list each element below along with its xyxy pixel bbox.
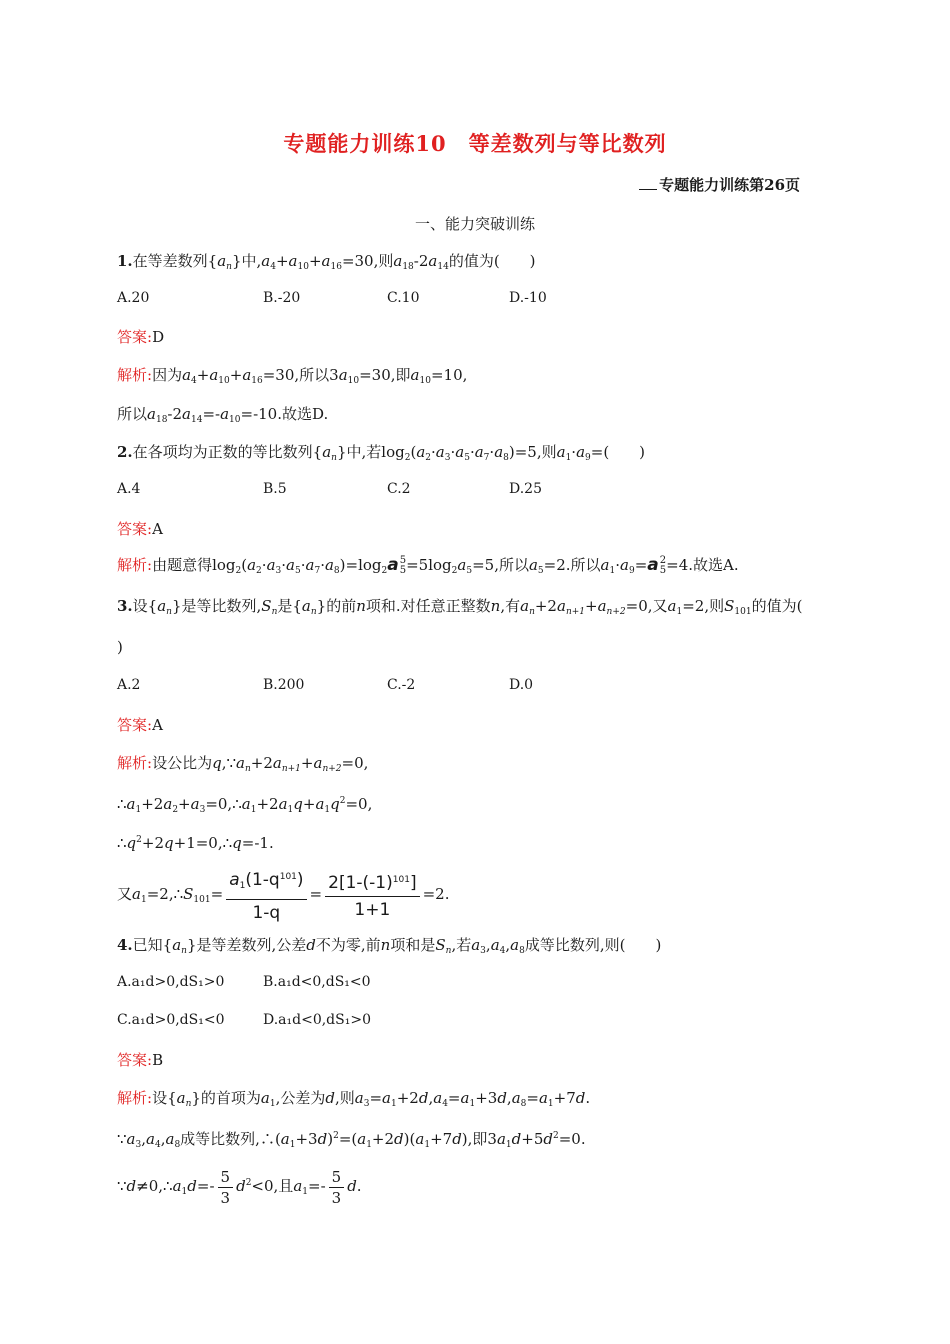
sum-fraction: $\frac{a_1(1-q^{101})}{1-q}$ bbox=[226, 864, 306, 926]
q1-option-a: A.20 bbox=[117, 290, 150, 306]
q3-stem: 3.设$\{a_n\}$是等比数列$,S_n$是$\{a_n\}$的前n项和.对任意正整数n,有$a_n+2a_{n+1}+a_{n+2}=0$,又$a_1=2$,则$S_{101}$的值为( bbox=[117, 597, 803, 617]
q2-answer: 答案:A bbox=[117, 520, 163, 538]
q3-analysis-line3: $\therefore q^2+2q+1=0,\therefore q=-1$. bbox=[117, 834, 274, 852]
q4-stem: 4.已知$\{a_n\}$是等差数列,公差d不为零,前n项和是$S_n$,若$a_3,a_4,a_8$成等比数列,则( ) bbox=[117, 936, 662, 956]
q1-analysis-line1: 解析:因为$a_4+a_{10}+a_{16}=30$,所以$3a_{10}=30$,即$a_{10}=10$, bbox=[117, 366, 468, 386]
page-title bbox=[0, 128, 950, 158]
q2-analysis: 解析:由题意得$\log_2(a_2\cdot a_3\cdot a_5\cdot a_7\cdot a_8)=\log_2a$ 5 5 $=5\log_2a_5=5$,所以$a_5=2$.所以$a_1\cdot a_9=a$ 2 5 =4.故选A. bbox=[117, 555, 739, 576]
q4-option-b: B.a₁d<0,dS₁<0 bbox=[263, 974, 371, 990]
q3-option-b: B.200 bbox=[263, 677, 305, 693]
q2-option-b: B.5 bbox=[263, 481, 287, 497]
q1-answer: 答案:D bbox=[117, 328, 165, 346]
sum-fraction-evaluated: $\frac{2[1-(-1)^{101}]}{1+1}$ bbox=[325, 867, 419, 923]
q1-stem: 1.在等差数列$\{a_n\}$中$,a_4+a_{10}+a_{16}=30$,则$a_{18}-2a_{14}$的值为( ) bbox=[117, 252, 536, 272]
section-heading: 一、能力突破训练 bbox=[414, 215, 535, 233]
q3-analysis-line4: 又$a_1=2,\therefore S_{101}=$ $\frac{a_1(1-q^{101})}{1-q}$ = $\frac{2[1-(-1)^{101}]}{1+1}$ =2. bbox=[117, 864, 449, 930]
five-thirds-fraction-2: $\frac{5}{3}$ bbox=[329, 1167, 345, 1208]
q3-answer: 答案:A bbox=[117, 716, 163, 734]
q2-stem: 2.在各项均为正数的等比数列$\{a_n\}$中,若$\log_2(a_2\cdot a_3\cdot a_5\cdot a_7\cdot a_8)=5$,则$a_1\cdot a_9=$( ) bbox=[117, 443, 646, 463]
q2-option-a: A.4 bbox=[117, 481, 141, 497]
q4-option-c: C.a₁d>0,dS₁<0 bbox=[117, 1012, 225, 1028]
reference-link[interactable] bbox=[639, 174, 800, 195]
q3-option-d: D.0 bbox=[509, 677, 534, 693]
title-left: 专题能力训练10 bbox=[283, 131, 447, 156]
q2-option-d: D.25 bbox=[509, 481, 542, 497]
q4-answer: 答案:B bbox=[117, 1051, 164, 1069]
q1-analysis-line2: 所以$a_{18}-2a_{14}=-a_{10}=-10$.故选D. bbox=[117, 405, 329, 425]
q3-analysis-line2: $\therefore a_1+2a_2+a_3=0,\therefore a_1+2a_1q+a_1q^2=0$, bbox=[117, 795, 373, 815]
q4-option-d: D.a₁d<0,dS₁>0 bbox=[263, 1012, 371, 1028]
q4-analysis-line1: 解析:设$\{a_n\}$的首项为$a_1$,公差为d,则$a_3=a_1+2d,a_4=a_1+3d,a_8=a_1+7d$. bbox=[117, 1089, 591, 1109]
reference-text: 专题能力训练第26页 bbox=[659, 176, 800, 194]
q3-option-a: A.2 bbox=[117, 677, 141, 693]
q3-stem-close: ) bbox=[117, 638, 123, 656]
q3-analysis-line1: 解析:设公比为$q,\because a_n+2a_{n+1}+a_{n+2}=0$, bbox=[117, 754, 369, 774]
q4-option-a: A.a₁d>0,dS₁>0 bbox=[117, 974, 225, 990]
q4-analysis-line3: $\because d\ne 0,\therefore a_1d=-$ $\frac{5}{3}$ $d^2<0$,且$a_1=-$ $\frac{5}{3}$ d. bbox=[117, 1167, 362, 1207]
q1-option-b: B.-20 bbox=[263, 290, 301, 306]
q1-option-d: D.-10 bbox=[509, 290, 547, 306]
q4-analysis-line2: $\because a_3,a_4,a_8$成等比数列$,\therefore(a_1+3d)^2=(a_1+2d)(a_1+7d)$,即$3a_1d+5d^2=0$. bbox=[117, 1130, 586, 1150]
q2-option-c: C.2 bbox=[387, 481, 411, 497]
five-thirds-fraction: $\frac{5}{3}$ bbox=[218, 1167, 234, 1208]
title-right: 等差数列与等比数列 bbox=[468, 131, 667, 156]
q1-option-c: C.10 bbox=[387, 290, 420, 306]
q3-option-c: C.-2 bbox=[387, 677, 416, 693]
